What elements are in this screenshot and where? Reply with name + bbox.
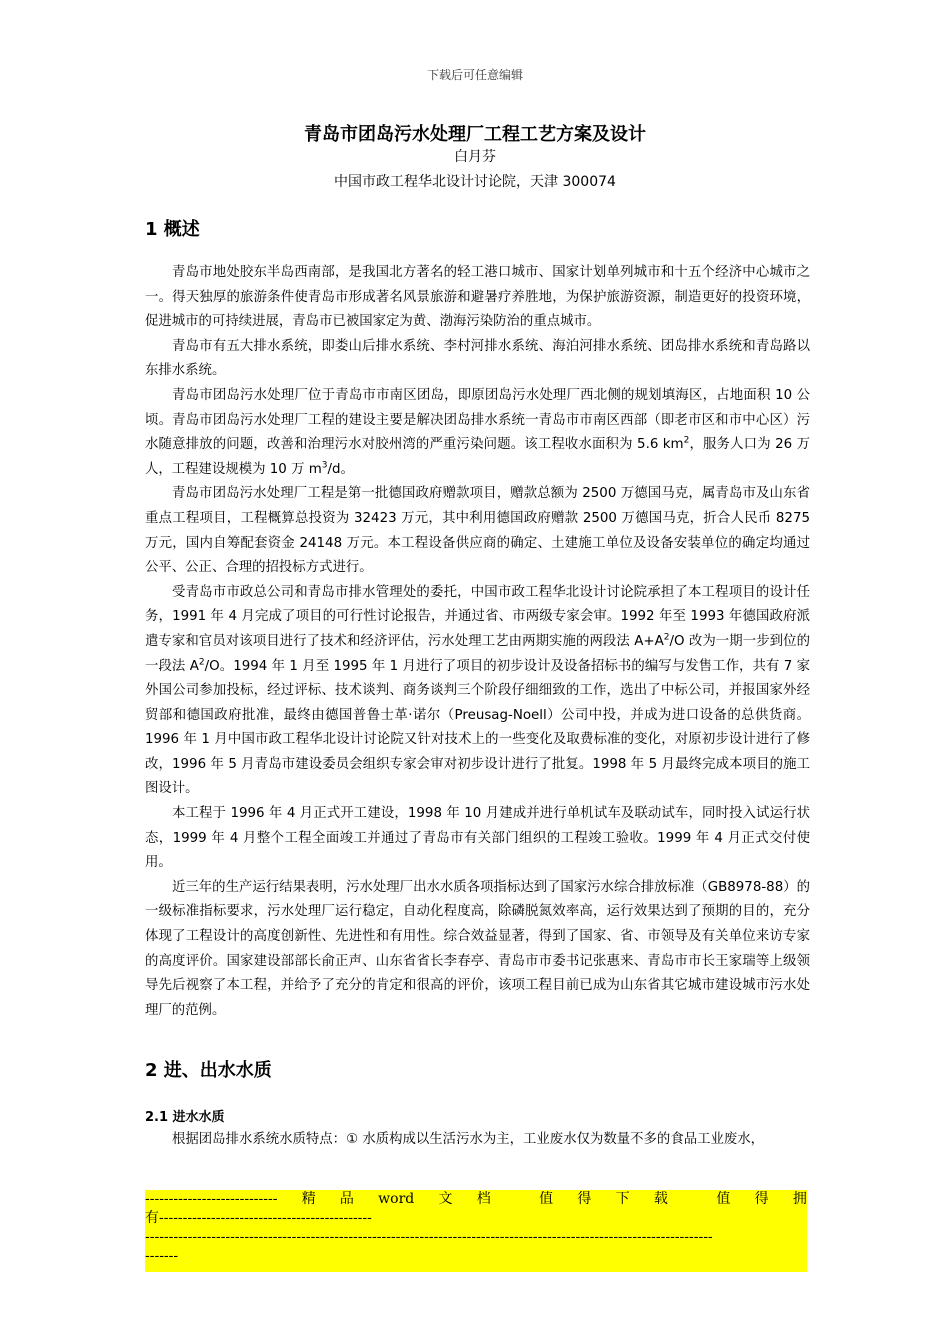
page-header-note: 下载后可任意编辑 (426, 68, 523, 82)
section-2-heading: 2 进、出水水质 (145, 1060, 272, 1081)
footer-word: 文 (438, 1191, 453, 1207)
footer-word: 有 (145, 1210, 159, 1226)
superscript: 2 (663, 632, 670, 643)
article-author: 白月芬 (454, 149, 496, 165)
section-1-body (145, 261, 810, 1023)
footer-line-1 (145, 1190, 807, 1209)
superscript: 3 (321, 460, 328, 471)
article-affiliation: 中国市政工程华北设计讨论院，天津 300074 (334, 174, 616, 190)
footer-line-3: ------------------------------------------------------------------------------------------------------------------------ (145, 1229, 713, 1245)
footer-word: 精 (301, 1191, 316, 1207)
article-title: 青岛市团岛污水处理厂工程工艺方案及设计 (304, 124, 646, 145)
paragraph: 本工程于 1996 年 4 月正式开工建设，1998 年 10 月建成并进行单机试车及联动试车，同时投入试运行状态，1999 年 4 月整个工程全面竣工并通过了青岛市有关部门组织的工程竣工验收。1999 年 4 月正式交付使用。 (145, 806, 810, 871)
paragraph-text: /O。1994 年 1 月至 1995 年 1 月进行了项目的初步设计及设备招标书的编写与发售工作，共有 7 家外国公司参加投标，经过评标、技术谈判、商务谈判三个阶段仔细细致的工作，选出了中标公司，并报国家外经贸部和德国政府批准，最终由德国普鲁士革·诺尔（Preusag-Noell）公司中投，并成为进口设备的总供货商。1996 年 1 月中国市政工程华北设计讨论院又针对技术上的一些变化及取费标准的变化，对原初步设计进行了修改，1996 年 5 月青岛市建设委员会组织专家会审对初步设计进行了批复。1998 年 5 月最终完成本项目的施工图设计。 (145, 658, 810, 797)
paragraph-text: /O 改为一期一步到位的一段法 A (145, 633, 810, 674)
paragraph (145, 581, 810, 802)
paragraph-text: /d。 (327, 461, 354, 477)
paragraph-text: 受青岛市市政总公司和青岛市排水管理处的委托，中国市政工程华北设计讨论院承担了本工程项目的设计任务，1991 年 4 月完成了项目的可行性讨论报告，并通过省、市两级专家会审。1992 年至 1993 年德国政府派遣专家和官员对该项目进行了技术和经济评估，污水处理工艺由两期实施的两段法 A+A (145, 584, 810, 649)
footer-word: 档 (476, 1191, 491, 1207)
paragraph: 近三年的生产运行结果表明，污水处理厂出水水质各项指标达到了国家污水综合排放标准（GB8978-88）的一级标准指标要求，污水处理厂运行稳定，自动化程度高，除磷脱氮效率高，运行效果达到了预期的目的，充分体现了工程设计的高度创新性、先进性和有用性。综合效益显著，得到了国家、省、市领导及有关单位来访专家的高度评价。国家建设部部长俞正声、山东省省长李春亭、青岛市市委书记张惠来、青岛市市长王家瑞等上级领导先后视察了本工程，并给予了充分的肯定和很高的评价，该项工程目前已成为山东省其它城市建设城市污水处理厂的范例。 (145, 879, 810, 1018)
footer-line-2 (145, 1209, 807, 1228)
footer-word: 载 (653, 1191, 668, 1207)
superscript: 2 (683, 435, 690, 446)
paragraph: 青岛市地处胶东半岛西南部，是我国北方著名的轻工港口城市、国家计划单列城市和十五个经济中心城市之一。得天独厚的旅游条件使青岛市形成著名风景旅游和避暑疗养胜地，为保护旅游资源，制造更好的投资环境，促进城市的可持续进展，青岛市已被国家定为黄、渤海污染防治的重点城市。 (145, 265, 810, 330)
footer-word: 值 (716, 1191, 731, 1207)
footer-dashes: --------------------------------------------- (159, 1210, 372, 1226)
footer-line-4: ------- (145, 1248, 179, 1264)
paragraph-text: 青岛市团岛污水处理厂位于青岛市市南区团岛，即原团岛污水处理厂西北侧的规划填海区，占地面积 10 公顷。青岛市团岛污水处理厂工程的建设主要是解决团岛排水系统一青岛市市南区西部（即老市区和市中心区）污水随意排放的问题，改善和治理污水对胶州湾的严重污染问题。该工程收水面积为 5.6 km (145, 387, 810, 453)
footer-word: 品 (339, 1191, 354, 1207)
paragraph-text: ，服务人口为 26 万人，工程建设规模为 10 万 m (145, 437, 810, 477)
footer-word: 得 (577, 1191, 592, 1207)
paragraph: 青岛市有五大排水系统，即娄山后排水系统、李村河排水系统、海泊河排水系统、团岛排水系统和青岛路以东排水系统。 (145, 338, 810, 379)
footer-word: 值 (539, 1191, 554, 1207)
promo-footer (145, 1190, 807, 1272)
paragraph: 青岛市团岛污水处理厂工程是第一批德国政府赠款项目，赠款总额为 2500 万德国马克，属青岛市及山东省重点工程项目，工程概算总投资为 32423 万元，其中利用德国政府赠款 2500 万德国马克，折合人民币 8275 万元，国内自筹配套资金 24148 万元。本工程设备供应商的确定、土建施工单位及设备安装单位的确定均通过公平、公正、合理的招投标方式进行。 (145, 486, 810, 576)
section-2-1-heading: 2.1 进水水质 (145, 1110, 225, 1125)
footer-word: 拥 (792, 1191, 807, 1207)
footer-word: word (378, 1191, 415, 1207)
paragraph (145, 384, 810, 482)
footer-dashes: ---------------------------- (145, 1191, 278, 1207)
superscript: 2 (198, 657, 205, 668)
section-2-body (145, 1128, 810, 1153)
footer-word: 得 (754, 1191, 769, 1207)
paragraph: 根据团岛排水系统水质特点：① 水质构成以生活污水为主，工业废水仅为数量不多的食品工业废水， (172, 1132, 765, 1147)
footer-word: 下 (615, 1191, 630, 1207)
section-1-heading: 1 概述 (145, 219, 200, 240)
